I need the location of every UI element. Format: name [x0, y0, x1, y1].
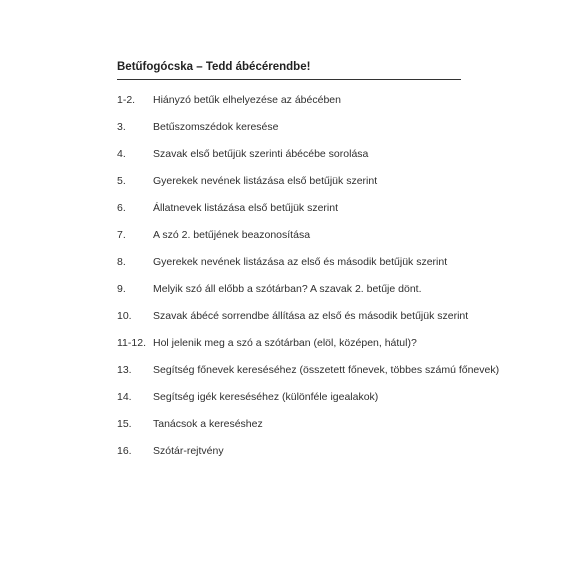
item-number: 11-12. [117, 337, 146, 349]
item-text: Hol jelenik meg a szó a szótárban (elöl, középen, hátul)? [153, 337, 417, 349]
list-item [117, 281, 517, 297]
item-text: Gyerekek nevének listázása első betűjük szerint [153, 175, 378, 187]
item-text: Szavak első betűjük szerinti ábécébe sorolása [153, 148, 369, 160]
item-text: Hiányzó betűk elhelyezése az ábécében [153, 94, 341, 106]
item-text: Szótár-rejtvény [153, 445, 224, 457]
item-number: 13. [117, 364, 132, 376]
list-item [117, 416, 517, 432]
item-number: 16. [117, 445, 132, 457]
item-text: Betűszomszédok keresése [153, 121, 279, 133]
item-number: 7. [117, 229, 126, 241]
list-item [117, 227, 517, 243]
item-text: Tanácsok a kereséshez [153, 418, 263, 430]
item-number: 4. [117, 148, 126, 160]
list-item [117, 335, 517, 351]
page-title: Betűfogócska – Tedd ábécérendbe! [117, 61, 311, 73]
item-number: 10. [117, 310, 132, 322]
item-number: 3. [117, 121, 126, 133]
item-text: Melyik szó áll előbb a szótárban? A szavak 2. betűje dönt. [153, 283, 422, 295]
item-text: A szó 2. betűjének beazonosítása [153, 229, 311, 241]
item-number: 14. [117, 391, 132, 403]
list-item [117, 254, 517, 270]
list-item [117, 173, 517, 189]
item-number: 1-2. [117, 94, 136, 106]
item-number: 6. [117, 202, 126, 214]
item-text: Gyerekek nevének listázása az első és második betűjük szerint [153, 256, 448, 268]
list-item [117, 443, 517, 459]
item-number: 9. [117, 283, 126, 295]
item-text: Segítség igék kereséséhez (különféle igealakok) [153, 391, 379, 403]
list-item [117, 308, 517, 324]
list-item [117, 200, 517, 216]
item-number: 15. [117, 418, 132, 430]
list-item [117, 119, 517, 135]
item-number: 5. [117, 175, 126, 187]
item-text: Segítség főnevek kereséséhez (összetett főnevek, többes számú főnevek) [153, 364, 500, 376]
list-item [117, 362, 517, 378]
item-number: 8. [117, 256, 126, 268]
list-item [117, 92, 517, 108]
list-item [117, 146, 517, 162]
item-text: Szavak ábécé sorrendbe állítása az első és második betűjük szerint [153, 310, 469, 322]
item-text: Állatnevek listázása első betűjük szerint [153, 202, 339, 214]
list-item [117, 389, 517, 405]
